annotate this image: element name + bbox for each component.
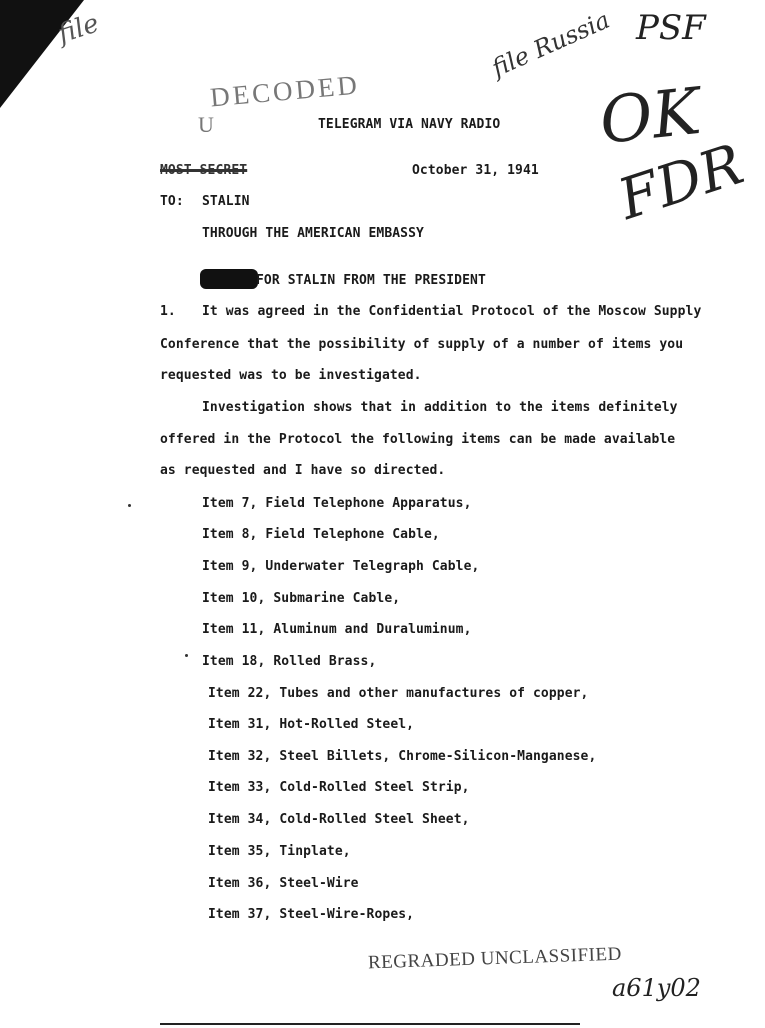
stamp-decoded: DECODED: [208, 69, 361, 113]
handwritten-top-left: file: [54, 8, 103, 50]
list-item: Item 10, Submarine Cable,: [202, 591, 401, 606]
list-item: Item 31, Hot-Rolled Steel,: [208, 717, 415, 732]
handwritten-psf: PSF: [636, 8, 706, 48]
telegram-date: October 31, 1941: [412, 163, 539, 178]
to-label: TO:: [160, 194, 184, 209]
para1-line1: It was agreed in the Confidential Protocol of the Moscow Supply: [202, 304, 702, 319]
subject-line: FOR STALIN FROM THE PRESIDENT: [256, 273, 486, 288]
list-item: Item 11, Aluminum and Duraluminum,: [202, 622, 472, 637]
to-name: STALIN: [202, 194, 250, 209]
list-item: Item 32, Steel Billets, Chrome-Silicon-Manganese,: [208, 749, 597, 764]
para1-line2: Conference that the possibility of supply of a number of items you: [160, 337, 684, 352]
telegram-title: TELEGRAM VIA NAVY RADIO: [318, 117, 501, 132]
list-item: Item 35, Tinplate,: [208, 844, 351, 859]
regraded-unclassified-stamp: REGRADED UNCLASSIFIED: [367, 943, 623, 974]
stray-mark: [185, 654, 188, 657]
stray-mark: [128, 504, 131, 507]
para2-line2: offered in the Protocol the following items can be made available: [160, 432, 676, 447]
classification-struck: MOST SECRET: [160, 163, 248, 178]
list-item: Item 34, Cold-Rolled Steel Sheet,: [208, 812, 470, 827]
bottom-rule: [160, 1023, 580, 1025]
list-item: Item 33, Cold-Rolled Steel Strip,: [208, 780, 470, 795]
list-item: Item 36, Steel-Wire: [208, 876, 359, 891]
para2-line1: Investigation shows that in addition to the items definitely: [202, 400, 678, 415]
list-item: Item 18, Rolled Brass,: [202, 654, 377, 669]
paragraph-number: 1.: [160, 304, 176, 319]
through-line: THROUGH THE AMERICAN EMBASSY: [202, 226, 424, 241]
list-item: Item 9, Underwater Telegraph Cable,: [202, 559, 480, 574]
handwritten-fdr: FDR: [611, 132, 751, 233]
list-item: Item 37, Steel-Wire-Ropes,: [208, 907, 415, 922]
handwritten-archive-code: a61y02: [612, 974, 701, 1002]
handwritten-ok: OK: [596, 74, 704, 160]
list-item: Item 8, Field Telephone Cable,: [202, 527, 440, 542]
handwritten-margin-note: file Russia: [487, 5, 614, 83]
para1-line3: requested was to be investigated.: [160, 368, 422, 383]
para2-line3: as requested and I have so directed.: [160, 463, 446, 478]
redaction-bar: [200, 269, 258, 289]
list-item: Item 22, Tubes and other manufactures of copper,: [208, 686, 589, 701]
list-item: Item 7, Field Telephone Apparatus,: [202, 496, 472, 511]
stamp-partial: U: [198, 112, 214, 137]
